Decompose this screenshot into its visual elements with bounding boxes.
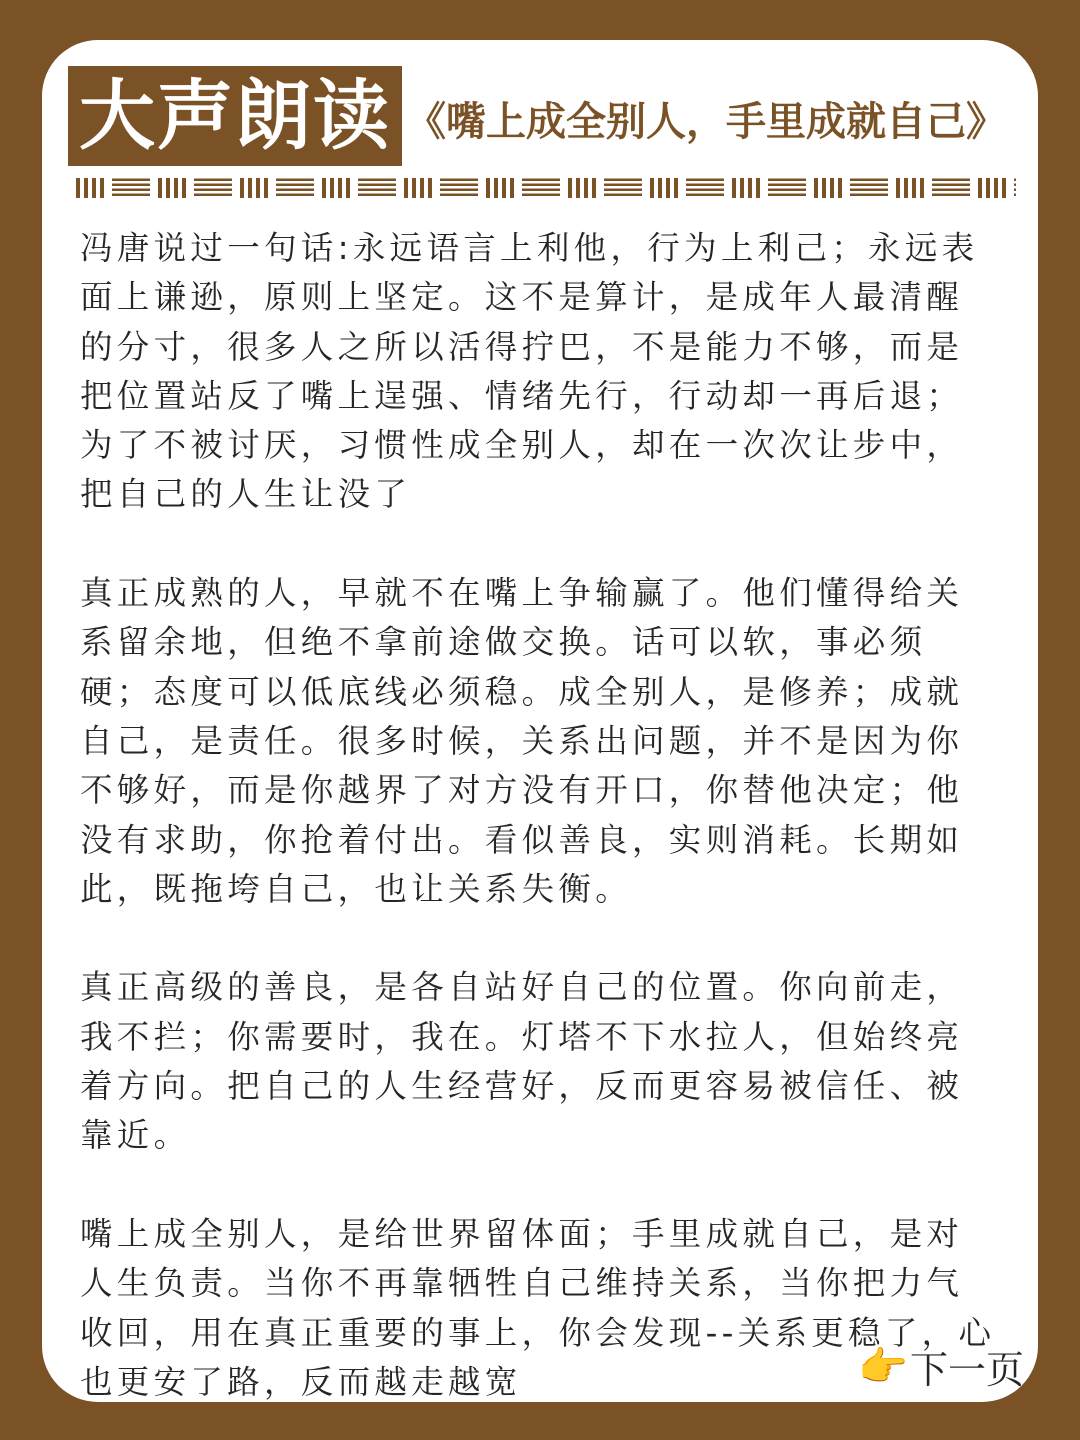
next-page-label: 下一页 — [909, 1348, 1024, 1392]
page-subtitle: 《嘴上成全别人，手里成就自己》 — [406, 99, 1006, 145]
paragraph-2: 真正成熟的人，早就不在嘴上争输赢了。他们懂得给关系留余地，但绝不拿前途做交换。话可以软，事必须硬；态度可以低底线必须稳。成全别人，是修养；成就自己，是责任。很多时候，关系出问题，并不是因为你不够好，而是你越界了对方没有开口，你替他决定；他没有求助，你抢着付出。看似善良，实则消耗。长期如此，既拖垮自己，也让关系失衡。 — [80, 574, 964, 908]
next-page-button[interactable] — [858, 1339, 1024, 1394]
paragraph-1: 冯唐说过一句话:永远语言上利他，行为上利己；永远表面上谦逊，原则上坚定。这不是算计，是成年人最清醒的分寸，很多人之所以活得拧巴，不是能力不够，而是把位置站反了嘴上逞强、情绪先行，行动却一再后退；为了不被讨厌，习惯性成全别人，却在一次次让步中，把自己的人生让没了 — [80, 229, 979, 514]
pointing-hand-icon: 👉 — [858, 1343, 908, 1390]
title-banner — [68, 66, 402, 166]
article-body — [80, 224, 996, 1402]
decorative-divider — [76, 178, 1016, 198]
paragraph-3: 真正高级的善良，是各自站好自己的位置。你向前走，我不拦；你需要时，我在。灯塔不下水拉人，但始终亮着方向。把自己的人生经营好，反而更容易被信任、被靠近。 — [80, 968, 964, 1155]
page-title: 大声朗读 — [79, 71, 391, 160]
content-card — [42, 40, 1038, 1402]
paragraph-4: 嘴上成全别人，是给世界留体面；手里成就自己，是对人生负责。当你不再靠牺牲自己维持关系，当你把力气收回，用在真正重要的事上，你会发现--关系更稳了，心也更安了路，反而越走越宽 — [80, 1214, 996, 1401]
